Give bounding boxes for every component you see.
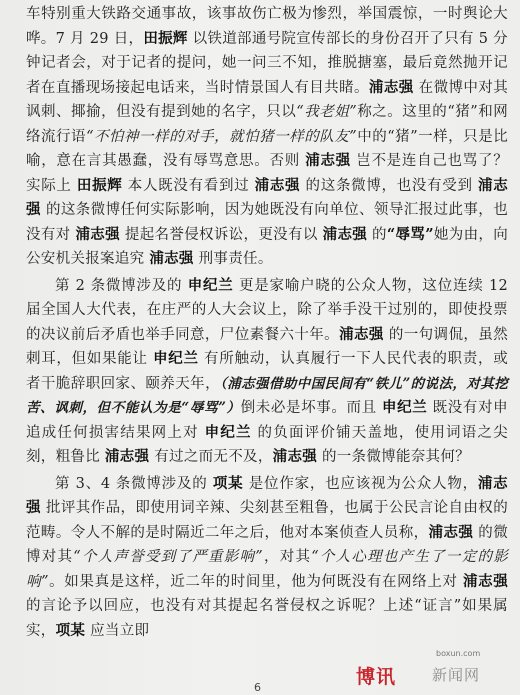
name-highlight: 田振辉 bbox=[143, 29, 188, 47]
name-highlight: 申纪兰 bbox=[153, 350, 199, 367]
quoted-text: “不怕神一样的对手，就怕猪一样的队友” bbox=[86, 128, 357, 145]
name-highlight: 浦志强 bbox=[75, 225, 120, 243]
name-highlight: 浦志强 bbox=[462, 572, 508, 590]
text-run: 的一句调侃，虽然刺耳，但如果能让 bbox=[26, 326, 508, 367]
name-highlight: 田振辉 bbox=[76, 176, 123, 194]
name-highlight: 浦志强 bbox=[26, 176, 508, 218]
text-run: 倒未必是坏事。而且 bbox=[240, 400, 383, 416]
handwritten-annotation: （浦志强借助中国民间有“铁儿”的说法，对其挖苦、讽刺，但不能认为是“辱骂”） bbox=[26, 375, 508, 416]
document-body bbox=[26, 2, 508, 643]
text-run: 的这条微博任何实际影响，因为她既没有向单位、领导汇报过此事，也没有对 bbox=[26, 202, 508, 243]
name-highlight: 浦志强 bbox=[254, 176, 301, 194]
name-highlight: 申纪兰 bbox=[187, 276, 234, 294]
name-highlight: 浦志强 bbox=[305, 152, 351, 169]
text-run: 第 2 条微博涉及的 bbox=[55, 277, 188, 294]
name-highlight: 浦志强 bbox=[272, 448, 318, 465]
text-run: 以铁道部通号院宣传部长的身份召开了只有 5 分钟记者会，对于记者的提问，她一问三不知，推脱搪塞，最后竟然抛开记者在直播现场接起电话来，当时情景国人有目共睹。 bbox=[26, 30, 508, 96]
text-run: 有过之而无不及， bbox=[149, 449, 273, 465]
text-run: ，对其 bbox=[262, 549, 312, 565]
text-run: 。如果真是这样，近二年的时间里，他为何既没有在网络上对 bbox=[48, 573, 463, 590]
name-highlight: 浦志强 bbox=[322, 225, 368, 243]
text-run: 的一条微博能奈其何？ bbox=[317, 449, 470, 465]
text-run: 刑事责任。 bbox=[193, 251, 273, 267]
text-run: 的微博对其 bbox=[26, 524, 508, 565]
name-highlight: 浦志强 bbox=[104, 448, 150, 465]
name-highlight: 项某 bbox=[55, 621, 86, 639]
text-run: 车特别重大铁路交通事故，该事故伤亡极为惨烈，举国震惊，一时舆论大哗。7 月 29 日， bbox=[26, 6, 508, 47]
text-run: 称之。这里的“猪”和网络流行语 bbox=[26, 104, 509, 145]
name-highlight: 申纪兰 bbox=[382, 399, 428, 416]
text-run: 的这条微博，也没有受到 bbox=[300, 177, 478, 194]
text-run: 第 3、4 条微博涉及的 bbox=[55, 475, 213, 492]
text-run: 的 bbox=[367, 226, 387, 243]
name-highlight: 项某 bbox=[212, 474, 244, 492]
text-run: 在微博中对其讽刺、揶揄，但没有提到她的名字，只以 bbox=[26, 79, 508, 120]
name-highlight: 申纪兰 bbox=[204, 423, 252, 441]
watermark-brand-logo: 博讯 bbox=[356, 666, 397, 688]
text-run: 应当立即 bbox=[85, 622, 150, 639]
paragraph-3 bbox=[26, 472, 508, 644]
name-highlight: 浦志强 bbox=[428, 523, 474, 541]
text-run: 本人既没有看到过 bbox=[122, 177, 255, 194]
watermark-url: boxun.com bbox=[436, 649, 481, 658]
text-run: 有所触动，认真履行一下人民代表的职责，或者干脆辞职回家、颐养天年， bbox=[26, 351, 508, 392]
text-run: 她为由，向公安机关报案追究 bbox=[26, 226, 509, 267]
name-highlight: “辱骂” bbox=[386, 225, 434, 243]
text-run: 提起名誉侵权诉讼，更没有以 bbox=[119, 226, 323, 243]
text-run: 中的“猪”一样，只是比喻，意在言其愚蠢，没有辱骂意思。否则 bbox=[26, 128, 509, 169]
text-run: 批评其作品，即使用词辛辣、尖刻甚至粗鲁，也属于公民言论自由权的范畴。令人不解的是时隔近二年之后，他对本案侦查人员称， bbox=[26, 500, 508, 541]
name-highlight: 浦志强 bbox=[26, 474, 508, 516]
name-highlight: 浦志强 bbox=[149, 250, 194, 267]
text-run: 的言论予以回应，也没有对其提起名誉侵权之诉呢？上述“证言”如果属实， bbox=[26, 598, 508, 639]
name-highlight: 浦志强 bbox=[339, 325, 384, 343]
text-run: 既没有对申追成任何损害结果网上对 bbox=[26, 400, 508, 441]
quoted-text: “个人声誉受到了严重影响” bbox=[73, 549, 263, 565]
quoted-text: “我老姐” bbox=[296, 104, 357, 120]
page-number: 6 bbox=[254, 681, 261, 694]
name-highlight: 浦志强 bbox=[368, 78, 414, 96]
paragraph-1 bbox=[26, 2, 508, 272]
text-run: 岂不是连自己也骂了？实际上 bbox=[26, 153, 508, 194]
paragraph-2 bbox=[26, 274, 508, 470]
text-run: 是位作家，也应该视为公众人物， bbox=[243, 475, 478, 492]
text-run: 更是家喻户晓的公众人物，这位连续 12 届全国人大代表，在庄严的人大会议上，除了举手没干过别的，即使投票的决议前后矛盾也举手同意，尸位素餐六十年。 bbox=[26, 277, 508, 343]
quoted-text: “个人心理也产生了一定的影响” bbox=[26, 549, 509, 590]
watermark-brand-suffix: 新闻网 bbox=[432, 666, 481, 684]
text-run: 的负面评价铺天盖地，使用词语之尖刻，粗鲁比 bbox=[26, 424, 508, 465]
